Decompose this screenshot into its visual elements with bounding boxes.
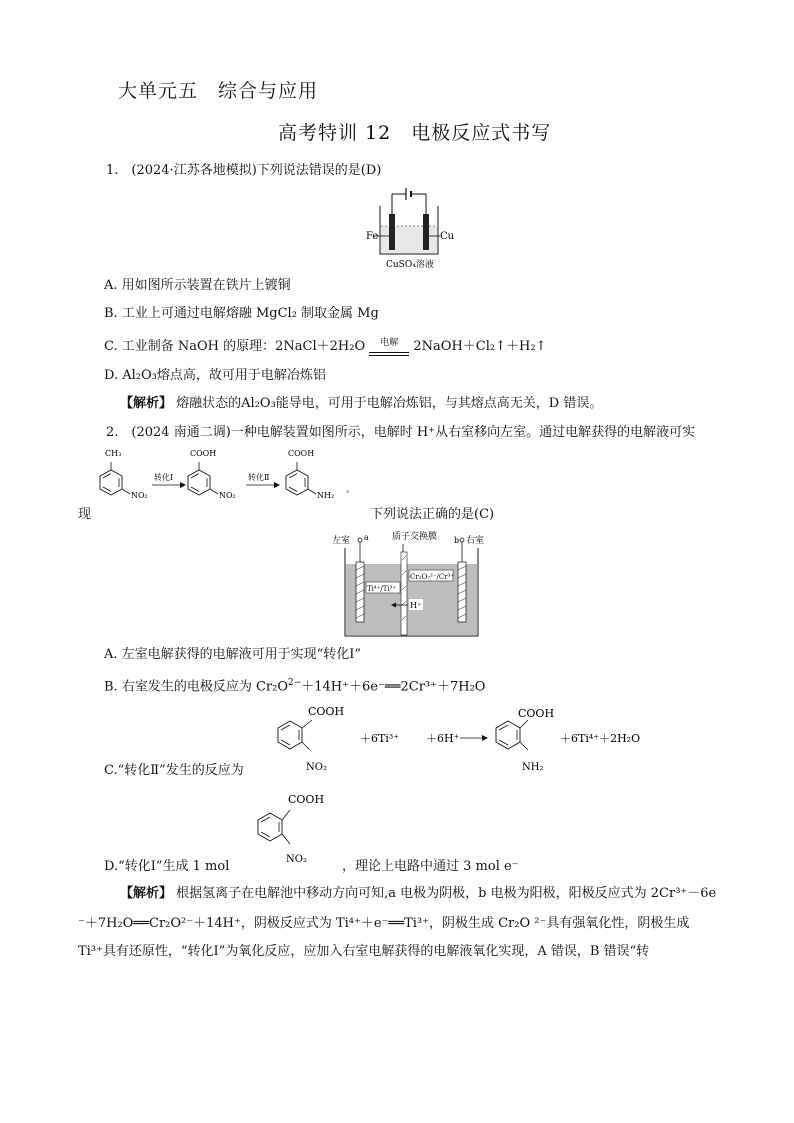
q1-option-c-suffix: 2NaOH＋Cl₂↑＋H₂↑	[413, 339, 547, 354]
q1-electrolysis-arrow	[369, 338, 409, 356]
q2-analysis-line2: ⁻＋7H₂O══Cr₂O²⁻＋14H⁺，阴极反应式为 Ti⁴⁺＋e⁻══Ti³⁺，阴极生成 Cr₂O ²⁻具有强氧化性，阴极生成	[78, 916, 690, 931]
c-reactant-cooh: COOH	[308, 705, 345, 718]
q2-option-b-suffix: ＋14H⁺＋6e⁻══2Cr³⁺＋7H₂O	[301, 679, 486, 695]
cell-right-couple: Cr₂O₇²⁻/Cr³⁺	[410, 573, 455, 581]
cell-electrode-a-label: a	[364, 533, 369, 542]
q1-analysis-text: 熔融状态的Al₂O₃能导电，可用于电解冶炼铝，与其熔点高无关，D 错误。	[176, 396, 603, 411]
q2-analysis-text1: 根据氢离子在电解池中移动方向可知,a 电极为阴极，b 电极为阳极，阳极反应式为 2Cr³⁺－6e	[176, 886, 717, 901]
q1-solution-label: CuSO₄溶液	[386, 260, 434, 270]
nitrobenzoic-acid-structure	[188, 462, 218, 495]
scheme-tail: 。	[346, 485, 356, 495]
q1-electrolysis-condition: 电解	[380, 338, 399, 348]
c-product-nh2: NH₂	[522, 762, 544, 773]
q2-option-c-label: C.“转化Ⅱ”发生的反应为	[104, 763, 244, 778]
c-reagent-h: ＋6H⁺	[426, 732, 460, 745]
cell-electrode-b-label: b	[454, 536, 460, 545]
d-struct-cooh: COOH	[288, 793, 325, 806]
q1-option-b: B. 工业上可通过电解熔融 MgCl₂ 制取金属 Mg	[104, 306, 379, 321]
aminobenzoic-acid-structure	[286, 462, 316, 495]
section-title: 高考特训 12 电极反应式书写	[278, 122, 552, 144]
q1-stem: 1. (2024·江苏各地模拟)下列说法错误的是(D)	[106, 163, 382, 178]
scheme-cooh-label-1: COOH	[190, 449, 217, 458]
scheme-nh2-label: NH₂	[317, 491, 335, 500]
q1-option-c-prefix: C. 工业制备 NaOH 的原理：2NaCl＋2H₂O	[104, 339, 366, 354]
d-struct-no2: NO₂	[286, 854, 307, 865]
q2-reaction-scheme	[76, 448, 366, 522]
q2-option-b-prefix: B. 右室发生的电极反应为 Cr₂O	[104, 679, 288, 695]
q2-stem: 2. (2024 南通二调)一种电解装置如图所示，电解时 H⁺从右室移向左室。通过电解获得的电解液可实	[106, 425, 696, 440]
q2-electrolysis-cell	[330, 530, 496, 640]
q1-analysis	[120, 395, 602, 413]
cell-membrane-label: 质子交换膜	[392, 532, 438, 542]
q2-option-a: A. 左室电解获得的电解液可用于实现“转化Ⅰ”	[104, 647, 362, 662]
cell-h-ion-label: H⁺	[410, 601, 422, 610]
q1-cu-label: Cu	[440, 231, 455, 242]
q1-option-c	[104, 338, 546, 356]
scheme-ch3-label: CH₃	[105, 449, 122, 458]
c-reactant-no2: NO₂	[306, 762, 327, 773]
c-product-cooh: COOH	[518, 707, 555, 720]
q2-stem-cont: 下列说法正确的是(C)	[370, 507, 495, 522]
cell-right-room-label: 右室	[466, 536, 485, 546]
q2-analysis-tag: 【解析】	[120, 886, 173, 901]
q1-electroplating-figure	[366, 186, 466, 272]
q1-fe-label: Fe	[366, 231, 379, 242]
q2-stem-prefix: 现	[78, 507, 92, 522]
q2-analysis-line3: Ti³⁺具有还原性，“转化Ⅰ”为氧化反应，应加入右室电解获得的电解液氧化实现，A 错误，B 错误“转	[78, 944, 650, 959]
c-reactant-structure	[278, 720, 312, 750]
scheme-no2-label-2: NO₂	[219, 491, 236, 500]
scheme-no2-label-1: NO₂	[131, 491, 148, 500]
q2-analysis-line1	[120, 885, 716, 903]
q2-option-b-sup: 2−	[287, 678, 302, 688]
scheme-arrow1-label: 转化Ⅰ	[154, 473, 174, 482]
q2-option-c-equation	[268, 700, 668, 774]
q2-option-d-structure	[252, 788, 352, 866]
unit-title: 大单元五 综合与应用	[118, 80, 319, 102]
cell-left-room-label: 左室	[332, 536, 351, 546]
nitrotoluene-structure	[100, 462, 130, 495]
scheme-arrow2-label: 转化Ⅱ	[248, 473, 270, 482]
q1-option-d: D. Al₂O₃熔点高，故可用于电解冶炼铝	[104, 368, 326, 383]
q1-analysis-tag: 【解析】	[120, 396, 173, 411]
c-products: ＋6Ti⁴⁺＋2H₂O	[560, 732, 641, 745]
q1-option-a: A. 用如图所示装置在铁片上镀铜	[104, 278, 291, 293]
q2-option-d-prefix: D.“转化Ⅰ”生成 1 mol	[104, 859, 230, 874]
q2-option-d-suffix: ，理论上电路中通过 3 mol e⁻	[342, 859, 519, 874]
cell-left-couple: Ti⁴⁺/Ti³⁺	[367, 585, 397, 593]
c-product-structure	[496, 720, 528, 750]
q2-option-b	[104, 674, 485, 696]
c-reagent-ti: ＋6Ti³⁺	[360, 732, 400, 745]
scheme-cooh-label-2: COOH	[288, 449, 315, 458]
